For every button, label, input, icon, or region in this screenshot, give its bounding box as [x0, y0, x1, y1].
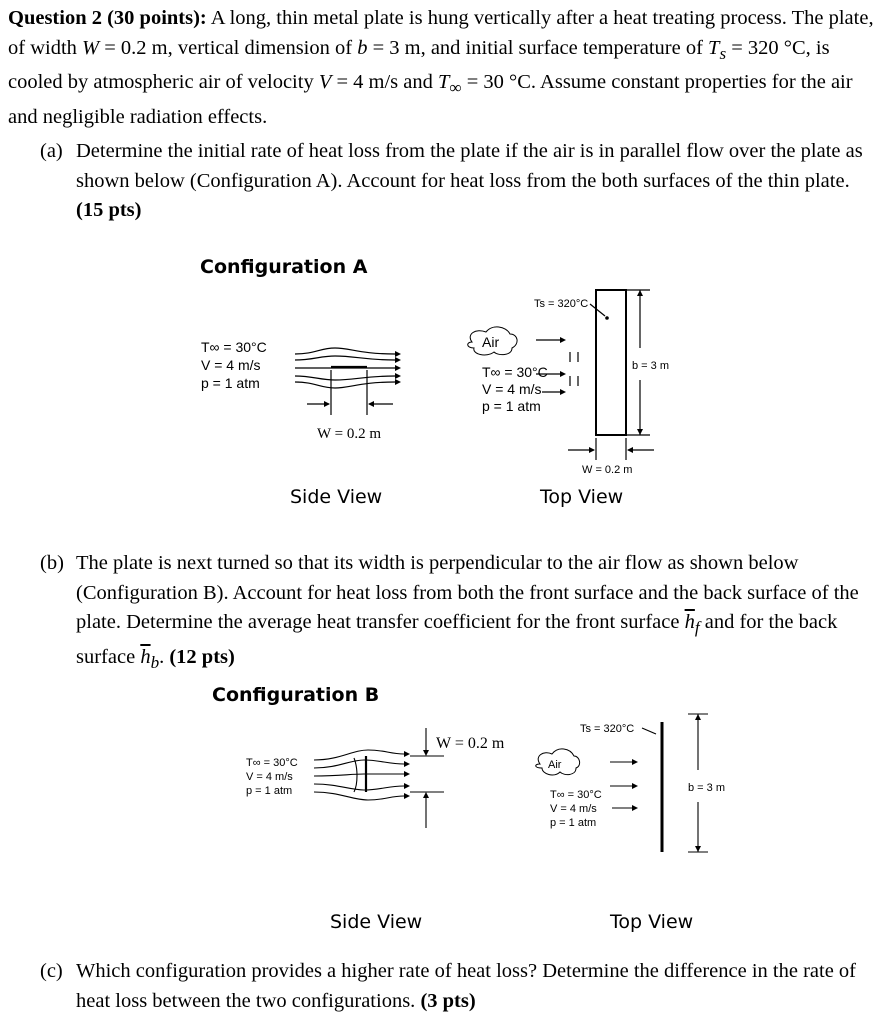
question-intro: Question 2 (30 points): A long, thin metal plate is hung vertically after a heat treating process. The plate, of width W = 0.2 m, vertical dimension of b = 3 m, and initial surface temperature of $T_s = 320$ °C, is cooled by atmospheric air of velocity V = 4 m/s and $T_\infty = 30$ °C. Assume constant properties for the air and negligible radiation effects. — [8, 7, 874, 128]
part-a-label: (a) — [40, 140, 63, 162]
config-a-side-temp: T∞ = 30°C — [201, 339, 267, 355]
config-b-side-temp: T∞ = 30°C — [246, 757, 298, 769]
config-a-side-view-diagram — [195, 330, 425, 450]
config-a-top-width: W = 0.2 m — [582, 464, 633, 476]
part-a-points: (15 pts) — [76, 199, 142, 221]
part-b-points: (12 pts) — [169, 645, 235, 668]
config-a-top-view-label: Top View — [540, 486, 624, 508]
config-b-top-velocity: V = 4 m/s — [550, 803, 597, 815]
config-b-air-label: Air — [548, 759, 562, 771]
config-a-air-label: Air — [482, 334, 500, 350]
hf-symbol: $\overline{h}$ — [684, 611, 695, 633]
config-a-side-view-label: Side View — [290, 486, 383, 508]
config-b-top-temp: T∞ = 30°C — [550, 789, 602, 801]
config-a-top-view-diagram — [460, 290, 690, 485]
config-a-side-velocity: V = 4 m/s — [201, 357, 261, 373]
streamline-5 — [295, 382, 395, 388]
streamline-2 — [295, 356, 395, 360]
question-title: Question 2 (30 points): — [8, 7, 207, 29]
config-a-top-temp: T∞ = 30°C — [482, 364, 548, 380]
config-b-side-view-diagram — [240, 728, 530, 833]
config-b-heading: Configuration B — [212, 684, 380, 706]
part-c-label: (c) — [40, 960, 63, 982]
streamline-1 — [295, 348, 395, 354]
config-b-top-view-label: Top View — [610, 911, 694, 933]
config-a-top-height: b = 3 m — [632, 360, 669, 372]
config-b-top-view-diagram — [530, 712, 750, 862]
part-c: (c) Which configuration provides a higher rate of heat loss? Determine the difference in the rate of heat loss between the two configurations. (3 pts) — [40, 957, 870, 1016]
config-b-top-surface-temp: Ts = 320°C — [580, 723, 635, 735]
part-c-points: (3 pts) — [420, 989, 476, 1012]
config-a-side-width: W = 0.2 m — [317, 426, 382, 442]
config-a-top-pressure: p = 1 atm — [482, 398, 541, 414]
part-a: (a) Determine the initial rate of heat loss from the plate if the air is in parallel flow over the plate as shown below (Configuration A). Account for heat loss from the both surfaces of the thin plate. (15 pts) — [40, 137, 870, 226]
config-b-side-view-label: Side View — [330, 911, 423, 933]
config-a-heading: Configuration A — [200, 256, 368, 278]
config-b-side-velocity: V = 4 m/s — [246, 771, 293, 783]
streamline-4 — [295, 376, 395, 380]
hb-symbol: $\overline{h}$ — [140, 645, 151, 668]
config-b-top-height: b = 3 m — [688, 782, 725, 794]
config-a-top-velocity: V = 4 m/s — [482, 381, 542, 397]
config-a-top-surface-temp: Ts = 320°C — [534, 298, 589, 310]
config-b-side-width: W = 0.2 m — [436, 735, 505, 752]
part-b-label: (b) — [40, 552, 64, 574]
config-b-side-pressure: p = 1 atm — [246, 785, 293, 797]
part-b: (b) The plate is next turned so that its width is perpendicular to the air flow as shown below (Configuration B). Account for heat loss from both the front surface and the back surface of the plate. Determine the average heat transfer coefficient for the front surface $\overline{h}_f$ and for the back surface $\overline{h}_b$. (12 pts) — [40, 549, 870, 677]
config-b-top-pressure: p = 1 atm — [550, 817, 597, 829]
config-a-side-pressure: p = 1 atm — [201, 375, 260, 391]
